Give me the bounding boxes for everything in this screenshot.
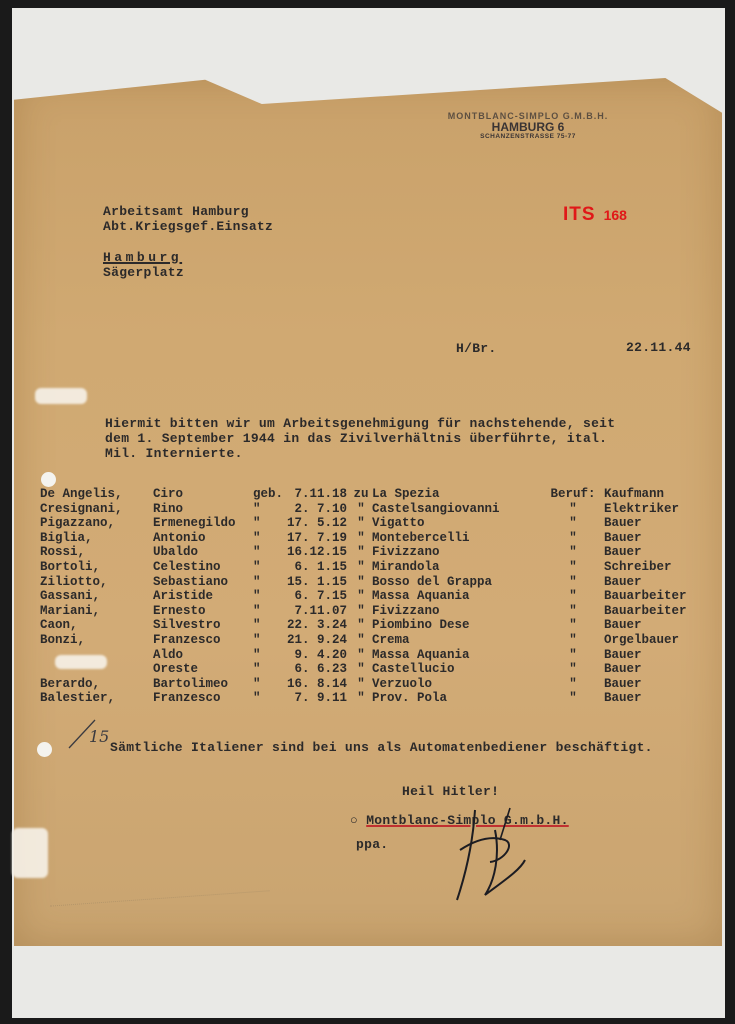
person-occupation: Bauer [604, 618, 642, 633]
person-born-label: " [253, 574, 261, 589]
tape-patch [35, 388, 87, 404]
person-occupation-label: " [569, 589, 577, 604]
signature-company-name: Montblanc-Simplo G.m.b.H. [366, 813, 569, 828]
table-row [40, 589, 704, 604]
signature-company: ○ Montblanc-Simplo G.m.b.H. [350, 813, 569, 828]
table-row [40, 560, 704, 575]
person-first-name: Sebastiano [153, 574, 229, 589]
person-born-label: " [253, 618, 261, 633]
person-birth-place: Prov. Pola [372, 691, 448, 706]
person-birth-date: 7. 9.11 [294, 691, 347, 706]
person-at-label: " [357, 574, 365, 589]
person-born-label: " [253, 691, 261, 706]
person-birth-place: Vigatto [372, 516, 425, 531]
person-birth-place: Massa Aquania [372, 589, 470, 604]
person-first-name: Franzesco [153, 691, 221, 706]
recipient-street: Sägerplatz [103, 265, 185, 280]
archive-number: 168 [603, 207, 627, 223]
person-occupation-label: " [569, 662, 577, 677]
person-at-label: " [357, 618, 365, 633]
person-birth-date: 6. 7.15 [294, 589, 347, 604]
table-row [40, 677, 704, 692]
person-birth-date: 16. 8.14 [286, 676, 347, 691]
person-occupation: Bauarbeiter [604, 603, 687, 618]
intro-line3: Mil. Internierte. [105, 446, 243, 461]
person-birth-place: Castellucio [372, 662, 455, 677]
person-first-name: Ciro [153, 487, 184, 501]
person-first-name: Ermenegildo [153, 516, 236, 531]
person-born-label: " [253, 559, 261, 574]
person-born-label: geb. [253, 487, 284, 501]
person-surname: Berardo, [40, 676, 101, 691]
punch-hole-bottom [37, 742, 52, 757]
person-birth-place: Fivizzano [372, 545, 440, 560]
person-birth-date: 7.11.18 [294, 487, 347, 501]
archive-code: ITS [563, 204, 596, 225]
table-row [40, 531, 704, 546]
person-birth-date: 7.11.07 [294, 603, 347, 618]
person-occupation: Orgelbauer [604, 632, 680, 647]
person-occupation-label: " [569, 676, 577, 691]
person-born-label: " [253, 676, 261, 691]
reference: H/Br. [456, 341, 497, 356]
person-at-label: " [357, 516, 365, 531]
person-occupation: Bauarbeiter [604, 589, 687, 604]
person-first-name: Celestino [153, 559, 221, 574]
person-occupation: Bauer [604, 516, 642, 531]
table-row [40, 487, 704, 502]
person-at-label: " [357, 589, 365, 604]
person-occupation: Schreiber [604, 559, 672, 574]
margin-mark-number: 15 [89, 727, 110, 746]
recipient-city: Hamburg [103, 250, 183, 265]
person-occupation-label: " [569, 603, 577, 618]
person-first-name: Rino [153, 501, 184, 516]
person-occupation: Bauer [604, 647, 642, 662]
person-at-label: " [357, 676, 365, 691]
person-occupation-label: " [569, 691, 577, 706]
person-birth-date: 17. 7.19 [286, 530, 347, 545]
person-at-label: " [357, 647, 365, 662]
person-surname: Bonzi, [40, 632, 86, 647]
person-birth-place: Verzuolo [372, 676, 433, 691]
person-surname: Pigazzano, [40, 516, 116, 531]
person-occupation: Bauer [604, 691, 642, 706]
punch-hole-top [41, 472, 56, 487]
recipient-line1: Arbeitsamt Hamburg [103, 204, 249, 219]
person-surname: Cresignani, [40, 501, 123, 516]
letterhead-company: MONTBLANC-SIMPLO G.M.B.H. [447, 111, 609, 121]
person-surname: Biglia, [40, 530, 93, 545]
person-birth-place: Montebercelli [372, 530, 470, 545]
person-at-label: " [357, 559, 365, 574]
person-born-label: " [253, 516, 261, 531]
person-first-name: Bartolimeo [153, 676, 229, 691]
person-birth-date: 21. 9.24 [286, 632, 347, 647]
person-at-label: zu [353, 487, 369, 501]
intro-line1: Hiermit bitten wir um Arbeitsgenehmigung für nachstehende, seit [105, 416, 616, 431]
person-occupation-label: " [569, 516, 577, 531]
person-surname: Ziliotto, [40, 574, 108, 589]
person-occupation-label: " [569, 545, 577, 560]
person-first-name: Ubaldo [153, 545, 199, 560]
person-at-label: " [357, 632, 365, 647]
person-born-label: " [253, 589, 261, 604]
person-occupation-label: " [569, 501, 577, 516]
person-surname: De Angelis, [40, 487, 123, 501]
letterhead-street: SCHANZENSTRASSE 75-77 [480, 133, 576, 141]
person-birth-place: Castelsangiovanni [372, 501, 500, 516]
person-at-label: " [357, 530, 365, 545]
person-surname [40, 648, 153, 663]
person-birth-date: 22. 3.24 [286, 618, 347, 633]
letter-date: 22.11.44 [626, 340, 691, 355]
person-born-label: " [253, 530, 261, 545]
archive-stamp [563, 204, 627, 226]
person-occupation: Bauer [604, 545, 642, 560]
table-row [40, 502, 704, 517]
table-row [40, 662, 704, 677]
person-birth-date: 16.12.15 [286, 545, 347, 560]
person-occupation: Bauer [604, 676, 642, 691]
person-occupation-label: " [569, 647, 577, 662]
person-birth-place: Mirandola [372, 559, 440, 574]
person-occupation: Bauer [604, 530, 642, 545]
person-first-name: Silvestro [153, 618, 221, 633]
closing-note: Sämtliche Italiener sind bei uns als Automatenbediener beschäftigt. [110, 740, 653, 755]
person-at-label: " [357, 662, 365, 677]
person-at-label: " [357, 545, 365, 560]
person-occupation: Bauer [604, 574, 642, 589]
person-birth-date: 15. 1.15 [286, 574, 347, 589]
table-row [40, 648, 704, 663]
person-birth-place: Bosso del Grappa [372, 574, 493, 589]
table-row [40, 575, 704, 590]
ppa-label: ppa. [356, 837, 389, 852]
salutation: Heil Hitler! [402, 784, 500, 799]
person-occupation-label: " [569, 574, 577, 589]
handwritten-signature [445, 800, 535, 910]
person-first-name: Oreste [153, 662, 199, 677]
person-occupation-label: " [569, 559, 577, 574]
intro-line2: dem 1. September 1944 in das Zivilverhältnis überführte, ital. [105, 431, 608, 446]
person-first-name: Franzesco [153, 632, 221, 647]
person-born-label: " [253, 545, 261, 560]
table-row [40, 691, 704, 706]
person-birth-place: Fivizzano [372, 603, 440, 618]
person-birth-place: Massa Aquania [372, 647, 470, 662]
person-at-label: " [357, 603, 365, 618]
person-first-name: Antonio [153, 530, 206, 545]
person-occupation-label: Beruf: [550, 487, 596, 501]
person-surname: Mariani, [40, 603, 101, 618]
person-born-label: " [253, 662, 261, 677]
table-row [40, 604, 704, 619]
person-surname: Rossi, [40, 545, 86, 560]
person-at-label: " [357, 691, 365, 706]
person-surname [40, 662, 153, 677]
person-surname: Bortoli, [40, 559, 101, 574]
person-surname: Balestier, [40, 691, 116, 706]
table-row [40, 633, 704, 648]
person-born-label: " [253, 603, 261, 618]
person-occupation: Kaufmann [604, 487, 665, 501]
person-birth-date: 2. 7.10 [294, 501, 347, 516]
person-surname: Gassani, [40, 589, 101, 604]
person-birth-date: 6. 6.23 [294, 662, 347, 677]
tape-patch [12, 828, 48, 878]
recipient-line2: Abt.Kriegsgef.Einsatz [103, 219, 274, 234]
person-occupation: Bauer [604, 662, 642, 677]
table-row [40, 618, 704, 633]
person-occupation-label: " [569, 632, 577, 647]
person-first-name: Aldo [153, 647, 184, 662]
person-surname: Caon, [40, 618, 78, 633]
table-row [40, 516, 704, 531]
person-occupation: Elektriker [604, 501, 680, 516]
margin-pencil-mark [65, 712, 115, 752]
person-birth-place: Piombino Dese [372, 618, 470, 633]
person-occupation-label: " [569, 530, 577, 545]
letterhead-stamp [428, 112, 628, 141]
person-birth-place: Crema [372, 632, 410, 647]
internees-table [40, 487, 704, 706]
person-birth-date: 9. 4.20 [294, 647, 347, 662]
table-row [40, 545, 704, 560]
person-first-name: Aristide [153, 589, 214, 604]
person-first-name: Ernesto [153, 603, 206, 618]
person-birth-date: 17. 5.12 [286, 516, 347, 531]
person-occupation-label: " [569, 618, 577, 633]
person-born-label: " [253, 632, 261, 647]
person-birth-date: 6. 1.15 [294, 559, 347, 574]
person-born-label: " [253, 647, 261, 662]
person-birth-place: La Spezia [372, 487, 440, 501]
person-at-label: " [357, 501, 365, 516]
person-born-label: " [253, 501, 261, 516]
letterhead-city: HAMBURG 6 [491, 120, 565, 135]
